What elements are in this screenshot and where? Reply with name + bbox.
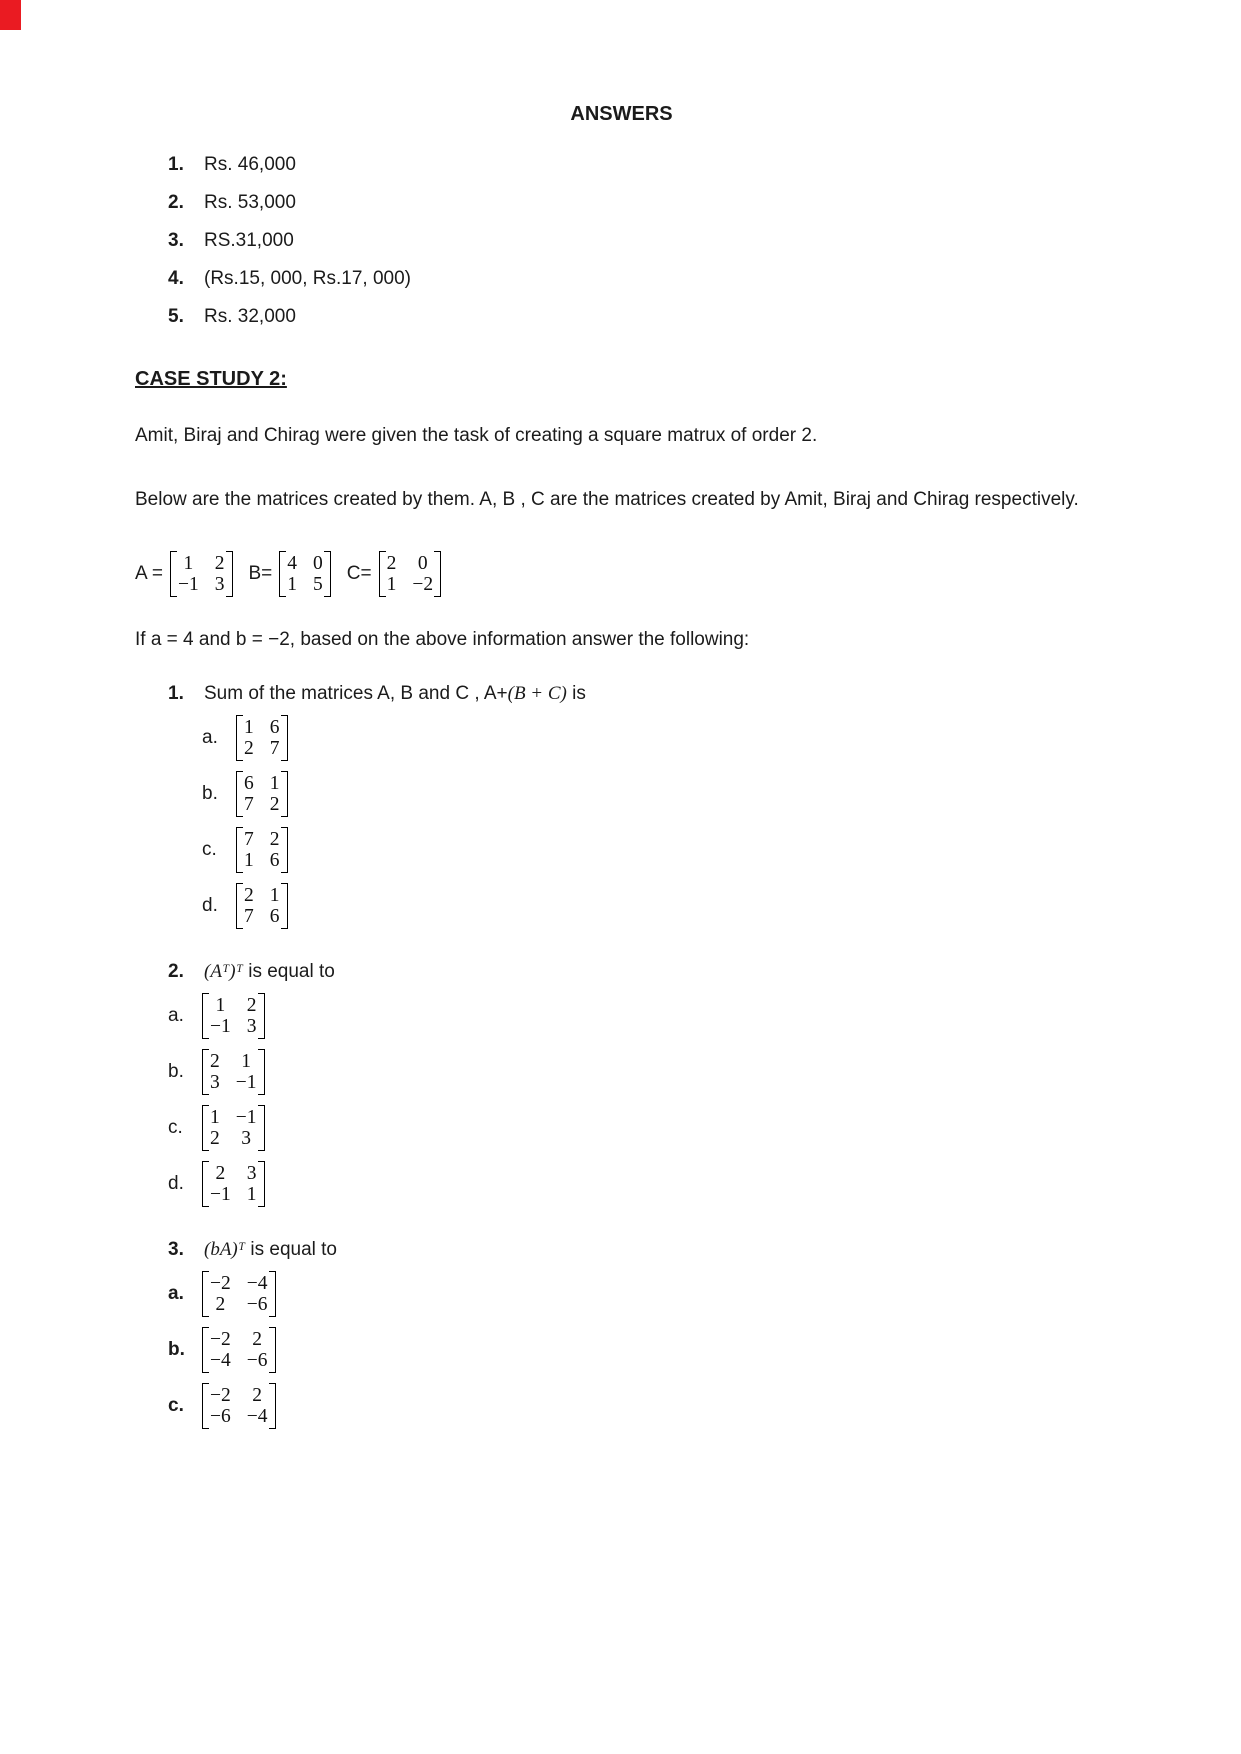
matrix-cell: 3 xyxy=(214,574,225,595)
option-label: a. xyxy=(168,1283,184,1304)
answer-option xyxy=(168,1161,1108,1207)
page-title: ANSWERS xyxy=(570,103,673,125)
matrix-cell: 1 xyxy=(386,574,397,595)
matrix-cell: 6 xyxy=(269,717,280,738)
matrix-cell: 1 xyxy=(246,1184,257,1205)
matrix-cell: 3 xyxy=(241,1128,251,1149)
matrix-cell: 0 xyxy=(313,553,323,574)
answer-number: 5. xyxy=(168,306,184,327)
option-matrix xyxy=(236,827,288,873)
matrix-definition xyxy=(135,551,233,597)
option-matrix xyxy=(236,883,288,929)
option-matrix xyxy=(202,993,265,1039)
answer-option xyxy=(202,827,1108,873)
matrix xyxy=(170,551,233,597)
question-text-pre: Sum of the matrices A, B and C , A+ xyxy=(204,683,508,704)
matrix-cell: 1 xyxy=(269,773,280,794)
matrix-cell: −6 xyxy=(210,1406,231,1427)
matrix-cell: −6 xyxy=(246,1350,268,1371)
matrix-cell: 0 xyxy=(417,553,428,574)
answer-option xyxy=(168,1049,1108,1095)
option-label: c. xyxy=(168,1395,184,1416)
paragraph: Below are the matrices created by them. A, B , C are the matrices created by Amit, Biraj and Chirag respectively. xyxy=(135,489,1079,510)
matrix-cell: 2 xyxy=(386,553,397,574)
option-matrix xyxy=(202,1383,276,1429)
option-matrix xyxy=(236,771,288,817)
question-text xyxy=(204,683,586,705)
matrix-cell: −1 xyxy=(235,1072,257,1093)
matrix-cell: 7 xyxy=(244,794,254,815)
answer-text: (Rs.15, 000, Rs.17, 000) xyxy=(204,268,411,289)
condition-text: If a = 4 and b = −2, based on the above information answer the following: xyxy=(135,629,750,650)
matrix-definition xyxy=(249,551,331,597)
option-label: a. xyxy=(168,1005,184,1026)
matrix-cell: 2 xyxy=(210,1051,220,1072)
option-matrix xyxy=(202,1105,265,1151)
answer-number: 1. xyxy=(168,154,184,175)
matrix-cell: 7 xyxy=(244,906,254,927)
question-text-math: (Aᵀ)ᵀ xyxy=(204,961,243,982)
matrix-label: A = xyxy=(135,563,163,584)
answer-text: RS.31,000 xyxy=(204,230,294,251)
option-label: b. xyxy=(202,783,218,804)
option-label: c. xyxy=(168,1117,183,1138)
matrix-cell: 2 xyxy=(269,794,280,815)
option-matrix xyxy=(236,715,288,761)
matrix-cell: 1 xyxy=(269,885,280,906)
option-matrix xyxy=(202,1327,276,1373)
answer-option xyxy=(202,715,1108,761)
matrix-cell: 2 xyxy=(244,885,254,906)
question-head xyxy=(168,961,1108,983)
answer-item xyxy=(168,192,1108,214)
matrix-cell: 2 xyxy=(252,1385,262,1406)
option-label: b. xyxy=(168,1339,185,1360)
question-text-math: (B + C) xyxy=(507,683,567,704)
option-matrix xyxy=(202,1049,265,1095)
matrix xyxy=(279,551,331,597)
option-label: c. xyxy=(202,839,217,860)
answer-item xyxy=(168,154,1108,176)
question-head xyxy=(168,683,1108,705)
question-text xyxy=(204,1239,337,1261)
answer-text: Rs. 32,000 xyxy=(204,306,296,327)
answer-option xyxy=(202,771,1108,817)
matrix-cell: 2 xyxy=(244,738,254,759)
answer-option xyxy=(168,1271,1108,1317)
answer-item xyxy=(168,306,1108,328)
paragraph: Amit, Biraj and Chirag were given the task of creating a square matrux of order 2. xyxy=(135,425,818,446)
question-text-post: is xyxy=(566,683,586,704)
matrix-cell: 2 xyxy=(252,1329,262,1350)
question xyxy=(135,683,1108,929)
matrix-cell: 3 xyxy=(246,1163,257,1184)
case-study-heading: CASE STUDY 2: xyxy=(135,368,287,390)
option-label: b. xyxy=(168,1061,184,1082)
answer-number: 3. xyxy=(168,230,184,251)
matrix-cell: −1 xyxy=(235,1107,257,1128)
matrix-cell: 1 xyxy=(210,1107,220,1128)
matrix-cell: −4 xyxy=(246,1273,268,1294)
answer-text: Rs. 46,000 xyxy=(204,154,296,175)
matrix-cell: 1 xyxy=(241,1051,251,1072)
question-head xyxy=(168,1239,1108,1261)
red-corner-mark xyxy=(0,0,21,30)
matrix-cell: 1 xyxy=(244,850,254,871)
matrix-cell: 1 xyxy=(244,717,254,738)
matrix-cell: −1 xyxy=(210,1184,231,1205)
option-label: a. xyxy=(202,727,218,748)
answers-list xyxy=(135,154,1108,328)
answer-number: 4. xyxy=(168,268,184,289)
matrix-cell: 6 xyxy=(269,906,280,927)
answer-option xyxy=(168,1105,1108,1151)
matrix-definitions xyxy=(135,551,1108,597)
answer-item xyxy=(168,230,1108,252)
matrix-cell: 2 xyxy=(210,1128,220,1149)
matrix-cell: 2 xyxy=(246,995,257,1016)
question-text-post: is equal to xyxy=(245,1239,338,1260)
matrix-cell: −4 xyxy=(210,1350,231,1371)
matrix xyxy=(379,551,442,597)
answer-text: Rs. 53,000 xyxy=(204,192,296,213)
matrix-cell: −2 xyxy=(210,1273,231,1294)
option-matrix xyxy=(202,1271,276,1317)
matrix-cell: 1 xyxy=(287,574,298,595)
option-matrix xyxy=(202,1161,265,1207)
matrix-cell: 7 xyxy=(244,829,254,850)
matrix-cell: −1 xyxy=(178,574,199,595)
option-label: d. xyxy=(202,895,218,916)
matrix-cell: −1 xyxy=(210,1016,231,1037)
matrix-cell: 5 xyxy=(313,574,323,595)
matrix-cell: 4 xyxy=(287,553,298,574)
question-number: 2. xyxy=(168,961,184,982)
matrix-label: B= xyxy=(248,563,273,584)
answer-number: 2. xyxy=(168,192,184,213)
answer-option xyxy=(202,883,1108,929)
matrix-cell: 1 xyxy=(215,995,226,1016)
question-text-post: is equal to xyxy=(242,961,335,982)
matrix-cell: 2 xyxy=(215,1163,226,1184)
matrix-cell: −6 xyxy=(246,1294,268,1315)
matrix-cell: −4 xyxy=(246,1406,268,1427)
answer-option xyxy=(168,1383,1108,1429)
matrix-label: C= xyxy=(346,563,372,584)
answer-item xyxy=(168,268,1108,290)
matrix-cell: 2 xyxy=(269,829,280,850)
matrix-cell: 1 xyxy=(183,553,194,574)
matrix-cell: 2 xyxy=(215,1294,226,1315)
question xyxy=(135,1239,1108,1429)
matrix-cell: −2 xyxy=(412,574,434,595)
matrix-cell: −2 xyxy=(210,1329,231,1350)
matrix-cell: 2 xyxy=(214,553,225,574)
matrix-cell: 7 xyxy=(269,738,280,759)
option-label: d. xyxy=(168,1173,184,1194)
matrix-cell: 6 xyxy=(244,773,254,794)
matrix-cell: 3 xyxy=(246,1016,257,1037)
answer-option xyxy=(168,993,1108,1039)
matrix-definition xyxy=(347,551,441,597)
matrix-cell: −2 xyxy=(210,1385,231,1406)
question-number: 3. xyxy=(168,1239,184,1260)
question-text xyxy=(204,961,335,983)
question-text-math: (bA)ᵀ xyxy=(204,1239,246,1260)
question xyxy=(135,961,1108,1207)
answer-option xyxy=(168,1327,1108,1373)
matrix-cell: 6 xyxy=(269,850,280,871)
question-number: 1. xyxy=(168,683,184,704)
matrix-cell: 3 xyxy=(210,1072,220,1093)
